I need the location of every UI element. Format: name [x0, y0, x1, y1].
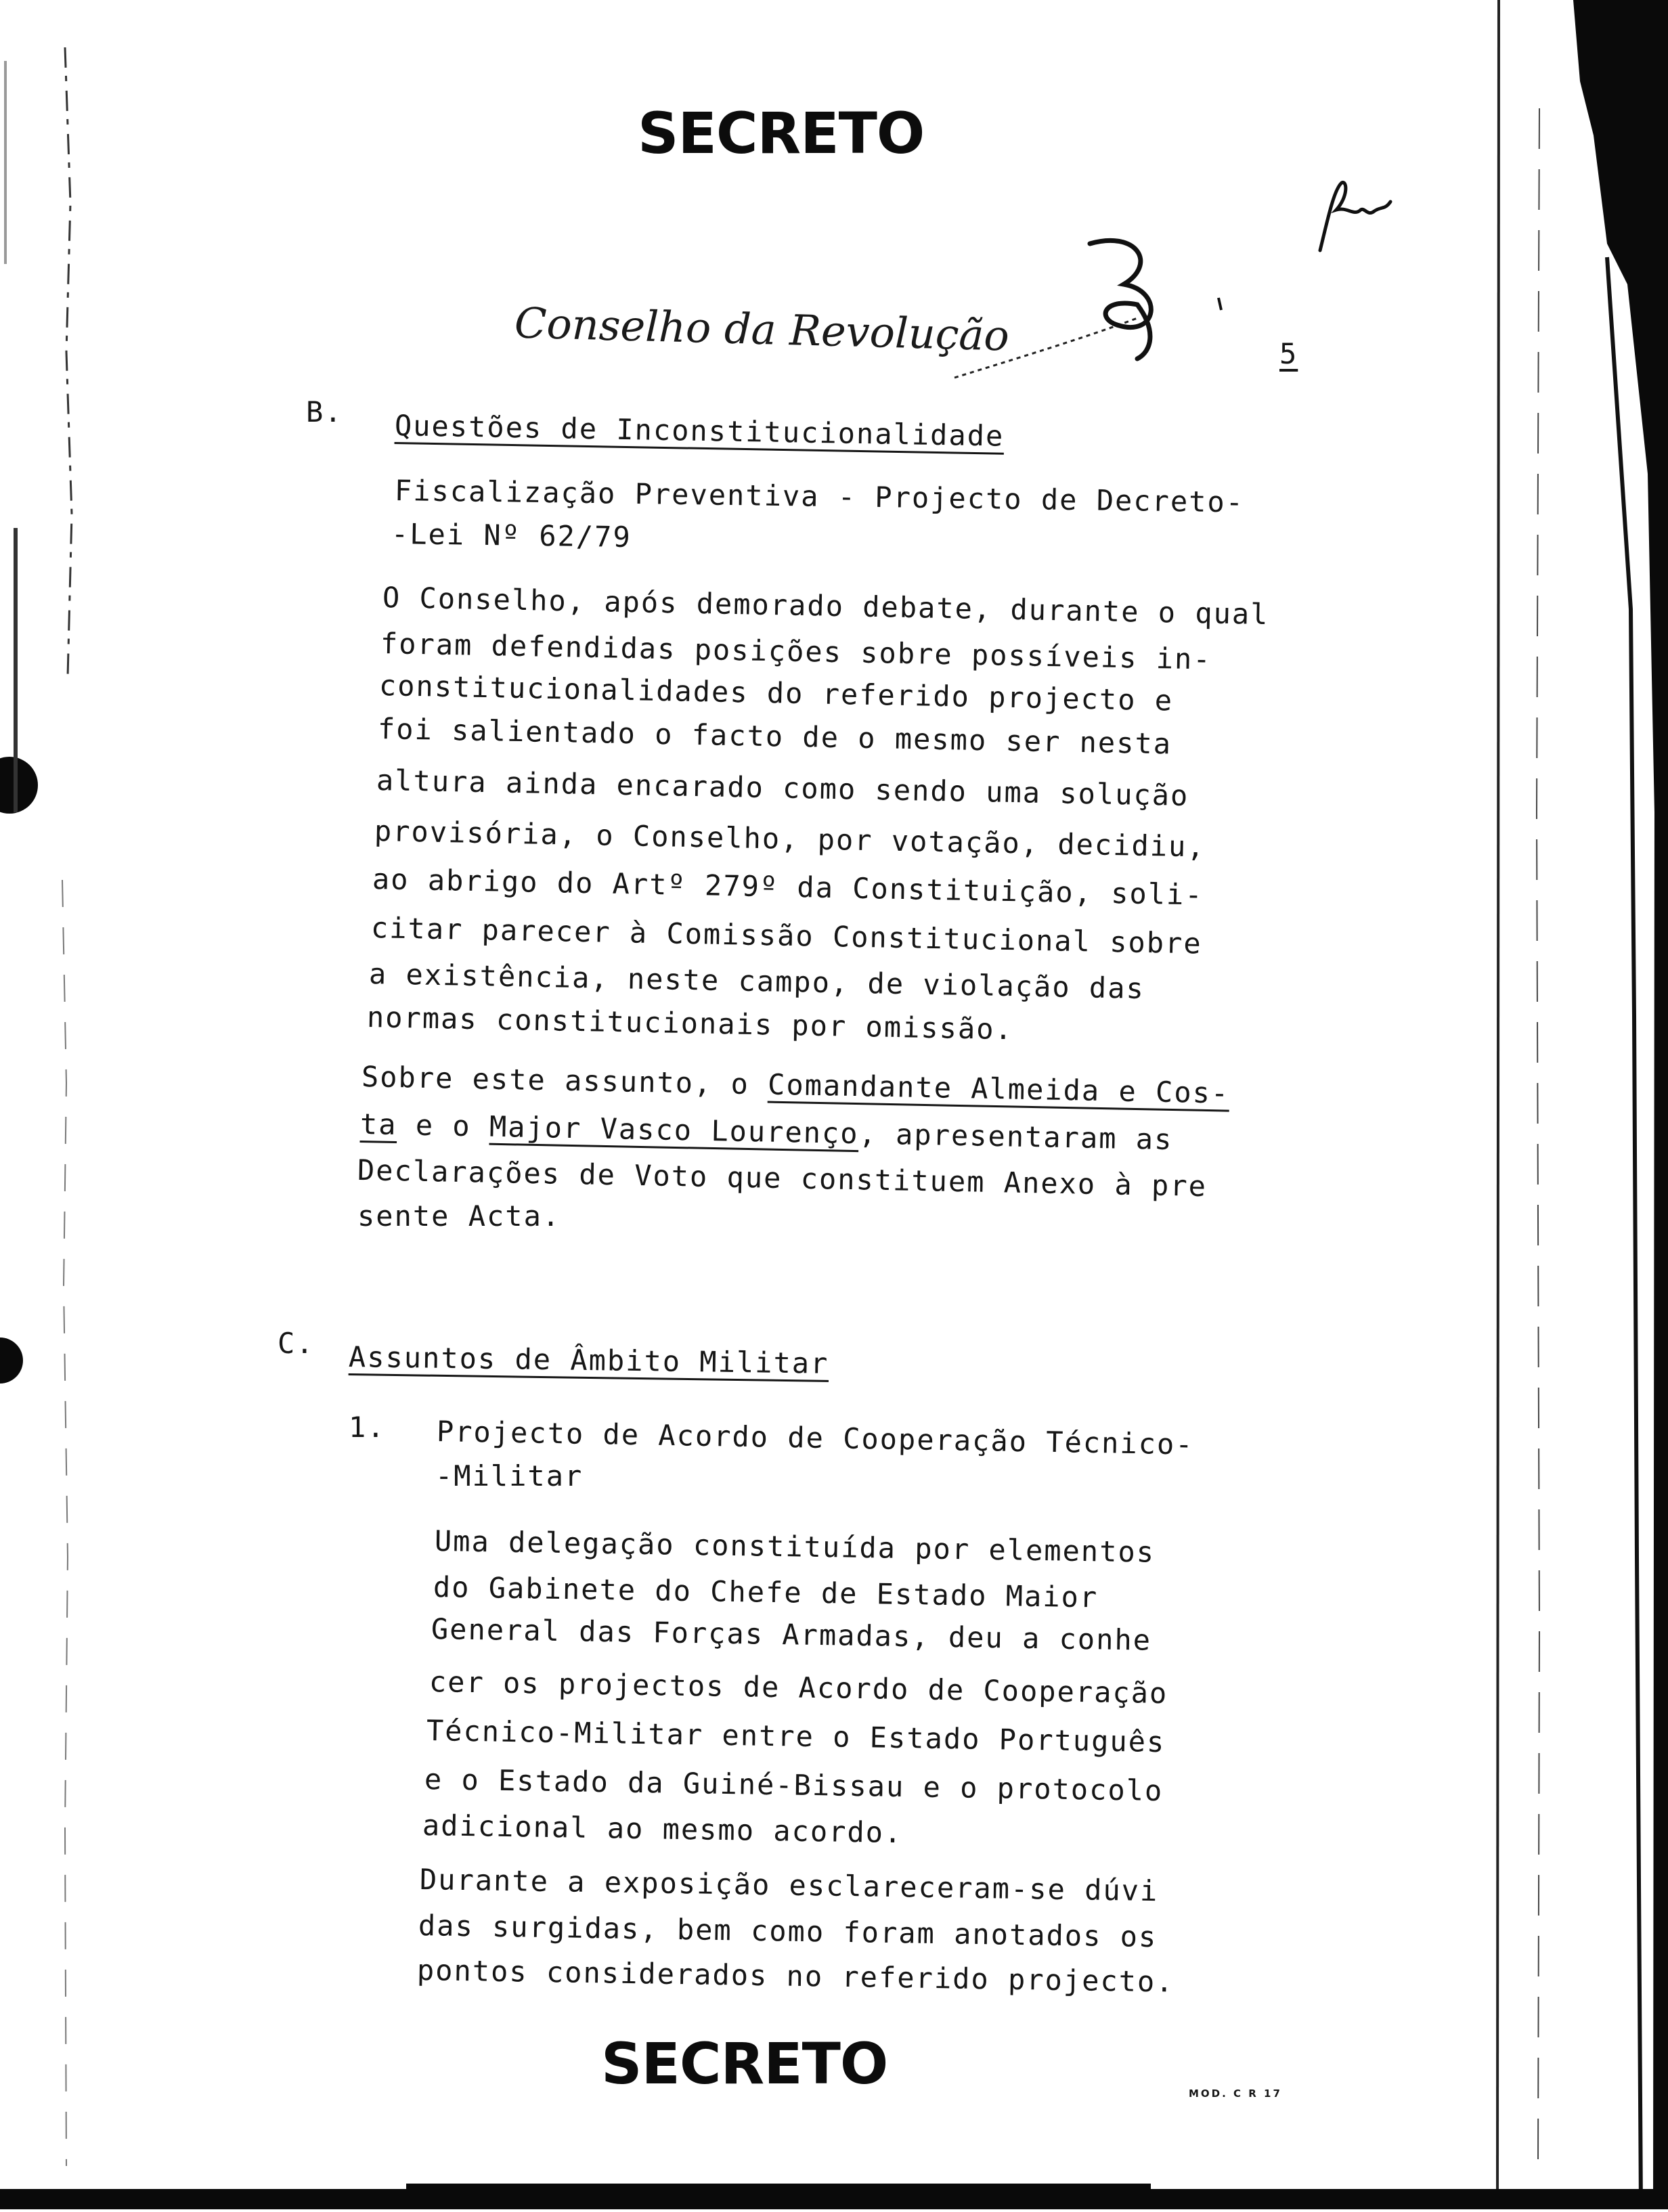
text-segment: e o — [397, 1108, 490, 1143]
paragraph-line: Técnico-Militar entre o Estado Português — [426, 1714, 1166, 1759]
handwritten-scribble — [934, 223, 1273, 386]
item-number: 1. — [349, 1411, 386, 1444]
paragraph-line: adicional ao mesmo acordo. — [422, 1809, 903, 1850]
bottom-scan-bar — [0, 2169, 1668, 2209]
paragraph-line: sente Acta. — [357, 1199, 561, 1233]
paragraph-line: O Conselho, após demorado debate, durante o qual — [382, 581, 1269, 632]
paragraph-line: ao abrigo do Artº 279º da Constituição, soli- — [372, 862, 1204, 912]
paragraph-line — [361, 1060, 1230, 1110]
letterhead-title: Conselho da Revolução — [514, 298, 1010, 361]
right-scan-edge — [1472, 0, 1668, 2209]
subtitle-line: -Lei Nº 62/79 — [391, 517, 632, 554]
paragraph-line: Declarações de Voto que constituem Anexo à pre — [357, 1153, 1208, 1203]
form-code: MOD. C R 17 — [1189, 2087, 1282, 2100]
section-b-title: Questões de Inconstitucionalidade — [394, 409, 1005, 453]
page-number: 5 — [1279, 337, 1298, 370]
signatory-comandante: Comandante Almeida e Cos- — [767, 1067, 1230, 1110]
paragraph-line: pontos considerados no referido projecto. — [416, 1953, 1175, 1999]
paragraph-line: provisória, o Conselho, por votação, decidiu, — [374, 814, 1206, 864]
paragraph-line: foram defendidas posições sobre possíveis in- — [380, 627, 1212, 676]
item-title-line: -Militar — [435, 1459, 584, 1492]
left-scan-edge — [0, 0, 95, 2209]
paragraph-line: normas constitucionais por omissão. — [366, 1000, 1014, 1046]
paragraph-line: cer os projectos de Acordo de Cooperação — [429, 1665, 1168, 1710]
paragraph-line: e o Estado da Guiné-Bissau e o protocolo — [424, 1763, 1164, 1808]
classification-stamp-top: SECRETO — [638, 100, 925, 167]
paragraph-line: a existência, neste campo, de violação das — [368, 957, 1145, 1005]
paragraph-line: General das Forças Armadas, deu a conhe — [431, 1612, 1152, 1657]
section-b-letter: B. — [306, 395, 343, 428]
paragraph-line: Durante a exposição esclareceram-se dúvi — [419, 1863, 1159, 1908]
classification-stamp-bottom: SECRETO — [601, 2031, 888, 2097]
paragraph-line: constitucionalidades do referido projecto e — [378, 669, 1174, 717]
paragraph-line: Uma delegação constituída por elementos — [434, 1524, 1156, 1569]
signatory-major: Major Vasco Lourenço — [489, 1109, 860, 1151]
item-title-line: Projecto de Acordo de Cooperação Técnico- — [436, 1415, 1194, 1461]
paragraph-line: das surgidas, bem como foram anotados os — [418, 1909, 1158, 1954]
section-c-title: Assuntos de Âmbito Militar — [348, 1340, 829, 1380]
paragraph-line: do Gabinete do Chefe de Estado Maior — [433, 1570, 1099, 1614]
text-segment: Sobre este assunto, o — [361, 1060, 768, 1101]
text-segment: , apresentaram as — [858, 1117, 1173, 1157]
handwritten-initials — [1307, 169, 1401, 257]
paragraph-line: foi salientado o facto de o mesmo ser nesta — [377, 712, 1172, 761]
text-segment: ta — [359, 1107, 398, 1142]
paragraph-line: citar parecer à Comissão Constitucional sobre — [370, 911, 1203, 960]
section-c-letter: C. — [278, 1327, 315, 1360]
paragraph-line — [360, 1107, 1173, 1156]
paragraph-line: altura ainda encarado como sendo uma solução — [376, 764, 1189, 813]
subtitle-line: Fiscalização Preventiva - Projecto de Decreto- — [394, 474, 1245, 519]
